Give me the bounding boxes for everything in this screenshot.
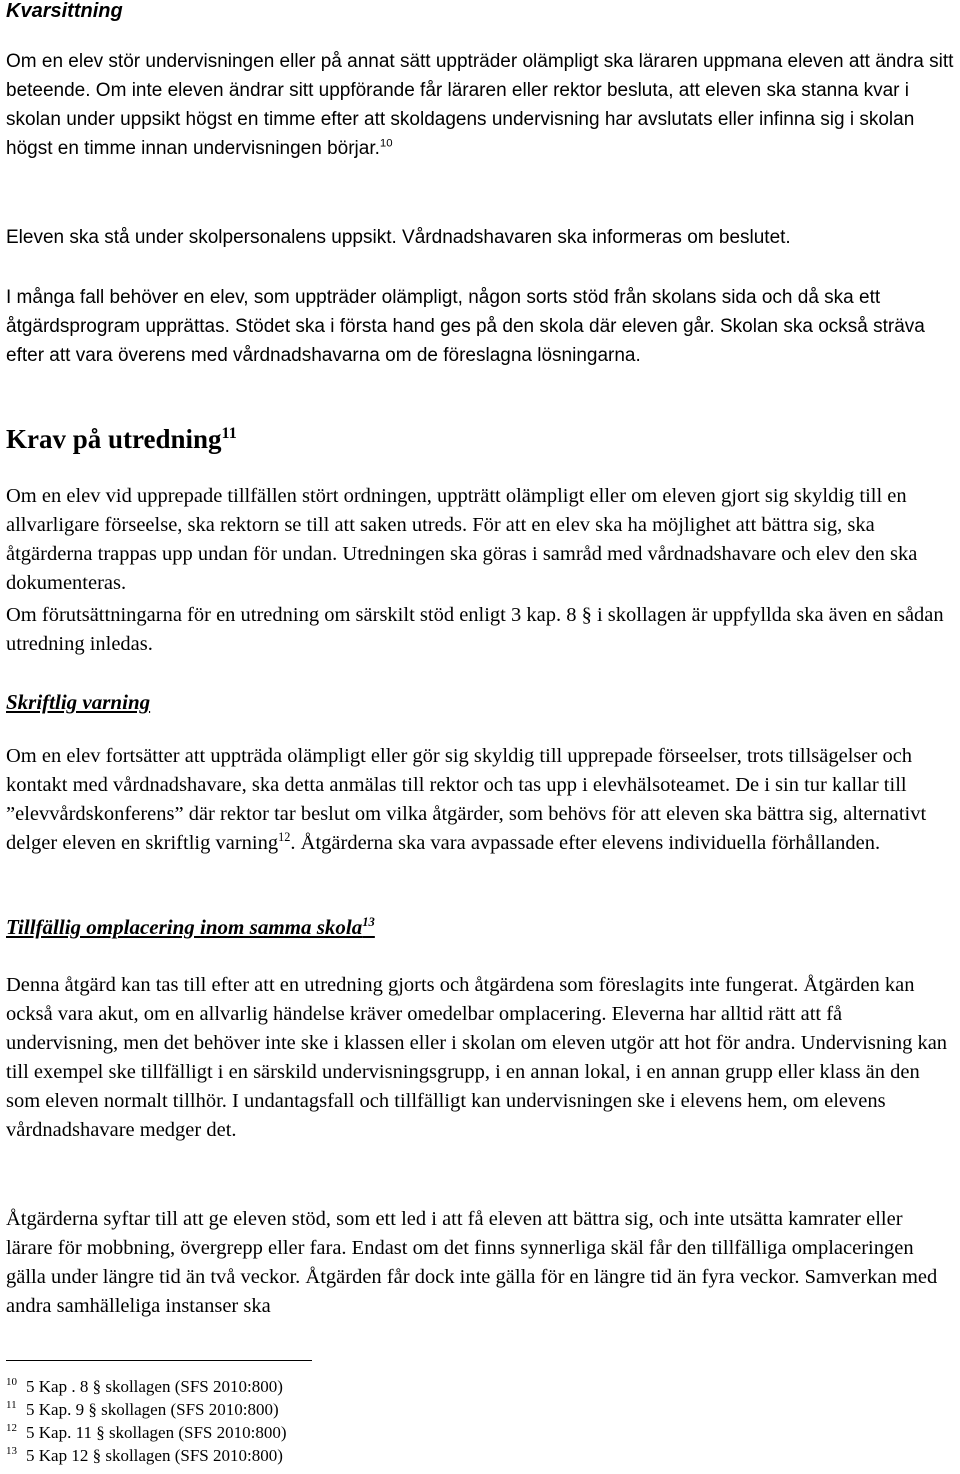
footnote-ref-13: 13 — [362, 915, 375, 929]
footnote-12: 12 5 Kap. 11 § skollagen (SFS 2010:800) — [6, 1422, 287, 1442]
krav-paragraph-1: Om en elev vid upprepade tillfällen stört ordningen, uppträtt olämpligt eller om eleven gjort sig skyldig till en allvarligare förseelse, ska rektorn se till att saken utreds. För att en elev ska ha möjlighet att bättra sig, ska åtgärderna trappas upp undan för undan. Utredningen ska göras i samråd med vårdnadshavare och elev den ska dokumenteras. — [6, 485, 918, 594]
krav-paragraph-2: Om förutsättningarna för en utredning om särskilt stöd enligt 3 kap. 8 § i skollagen är uppfyllda ska även en sådan utredning inledas. — [6, 604, 944, 655]
omplacering-paragraph-1: Denna åtgärd kan tas till efter att en utredning gjorts och åtgärdena som föreslagits inte fungerat. Åtgärden kan också vara akut, om en allvarlig händelse kräver omedelbar omplacering. Eleverna har alltid rätt att få undervisning, men det behöver inte ske i klassen eller i skolan om eleven utgör att hot för andra. Undervisning kan till exempel ske tillfälligt i en särskild undervisningsgrupp, i en annan lokal, i en annan grupp eller klass än den som eleven normalt tillhör. I undantagsfall och tillfälligt kan undervisningen ske i elevens hem, om elevens vårdnadshavare medger det. — [6, 974, 948, 1141]
varning-paragraph-1-text-b: . Åtgärderna ska vara avpassade efter elevens individuella förhållanden. — [290, 832, 881, 854]
footnote-11: 11 5 Kap. 9 § skollagen (SFS 2010:800) — [6, 1399, 279, 1419]
footnote-10: 10 5 Kap . 8 § skollagen (SFS 2010:800) — [6, 1376, 283, 1396]
heading-skriftlig-varning: Skriftlig varning — [6, 690, 151, 714]
heading-kvarsittning: Kvarsittning — [6, 0, 123, 22]
footnote-text: 5 Kap 12 § skollagen (SFS 2010:800) — [26, 1446, 283, 1465]
varning-paragraph-1-text-a: Om en elev fortsätter att uppträda olämpligt eller gör sig skyldig till upprepade förseelser, trots tillsägelser och kontakt med vårdnadshavare, ska detta anmälas till rektor och tas upp i elevhälsoteamet. De i sin tur kallar till ”elevvårdskonferens” där rektor tar beslut om vilka åtgärder, som behövs för att eleven ska bättra sig, alternativt delger eleven en skriftlig varning — [6, 745, 927, 854]
omplacering-paragraph-2: Åtgärderna syftar till att ge eleven stöd, som ett led i att få eleven att bättra sig, och inte utsätta kamrater eller lärare för mobbning, övergrepp eller fara. Endast om det finns synnerliga skäl får den tillfälliga omplaceringen gälla under längre tid än två veckor. Åtgärden får dock inte gälla för en längre tid än fyra veckor. Samverkan med andra samhälleliga instanser ska — [6, 1208, 938, 1317]
footnote-text: 5 Kap. 9 § skollagen (SFS 2010:800) — [26, 1400, 279, 1419]
heading-omplacering-text: Tillfällig omplacering inom samma skola — [6, 915, 363, 939]
footnote-text: 5 Kap . 8 § skollagen (SFS 2010:800) — [26, 1377, 283, 1396]
footnote-ref-12: 12 — [278, 830, 291, 845]
heading-krav-pa-utredning — [6, 424, 954, 455]
kvarsittning-paragraph-1-text: Om en elev stör undervisningen eller på annat sätt uppträder olämpligt ska läraren uppmana eleven att ändra sitt beteende. Om inte eleven ändrar sitt uppförande får läraren eller rektor besluta, att eleven ska stanna kvar i skolan under uppsikt högst en timme efter att skoldagens undervisning har avslutats eller infinna sig i skolan högst en timme innan undervisningen börjar. — [6, 51, 954, 159]
heading-krav-text: Krav på utredning — [6, 424, 222, 454]
footnote-divider — [6, 1360, 312, 1361]
footnote-ref-11: 11 — [221, 424, 237, 442]
footnote-13: 13 5 Kap 12 § skollagen (SFS 2010:800) — [6, 1445, 283, 1465]
footnote-text: 5 Kap. 11 § skollagen (SFS 2010:800) — [26, 1423, 287, 1442]
kvarsittning-paragraph-3: I många fall behöver en elev, som uppträder olämpligt, någon sorts stöd från skolans sida och då ska ett åtgärdsprogram upprättas. Stödet ska i första hand ges på den skola där eleven går. Skolan ska också sträva efter att vara överens med vårdnadshavarna om de föreslagna lösningarna. — [6, 287, 925, 366]
varning-paragraph-1 — [6, 742, 954, 858]
kvarsittning-paragraph-2: Eleven ska stå under skolpersonalens uppsikt. Vårdnadshavaren ska informeras om beslutet. — [6, 227, 791, 248]
kvarsittning-paragraph-1 — [6, 47, 954, 163]
footnote-ref-10: 10 — [379, 137, 393, 150]
heading-tillfallig-omplacering — [6, 915, 954, 940]
